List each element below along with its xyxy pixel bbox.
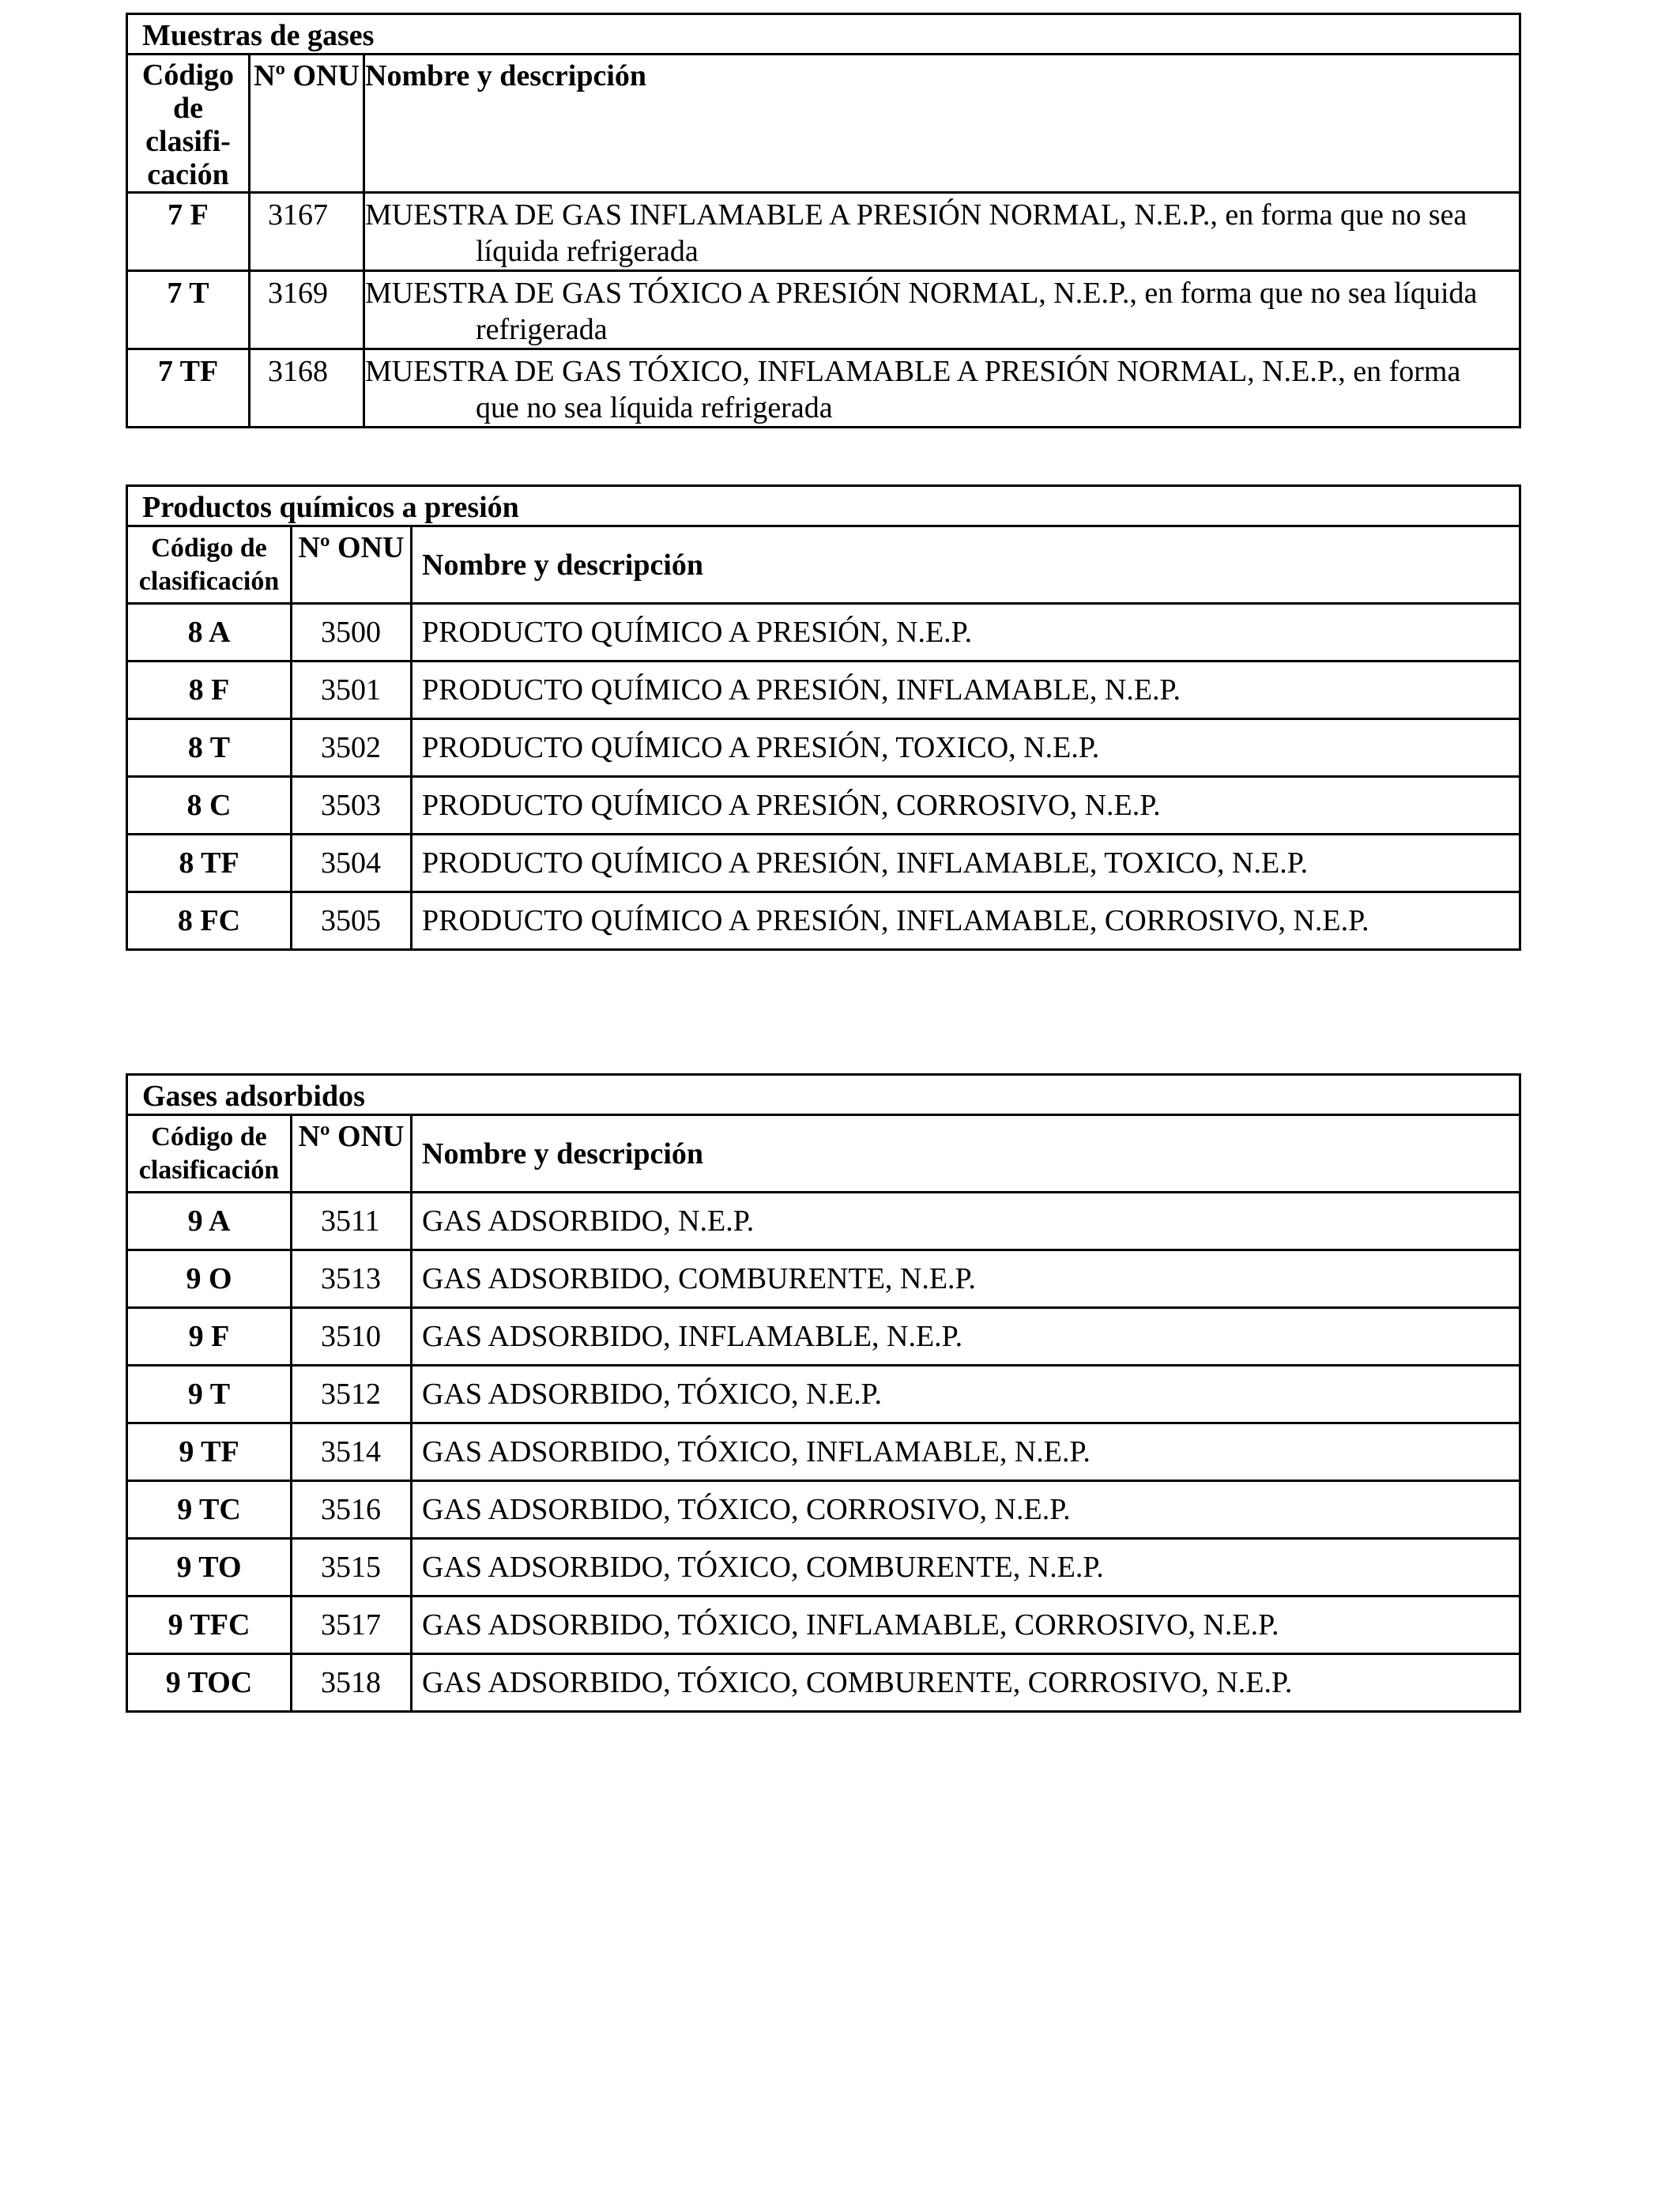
cell-onu: 3169 — [250, 271, 364, 349]
table-row — [127, 1366, 1520, 1423]
table-title: Muestras de gases — [127, 14, 1520, 55]
table-title: Gases adsorbidos — [127, 1075, 1520, 1115]
cell-code: 7 TF — [127, 349, 250, 428]
cell-onu: 3515 — [292, 1539, 412, 1596]
cell-code: 9 O — [127, 1250, 292, 1308]
table-row — [127, 271, 1520, 349]
header-row — [127, 1115, 1520, 1193]
header-onu: Nº ONU — [292, 526, 412, 604]
table-row — [127, 1250, 1520, 1308]
cell-name: GAS ADSORBIDO, TÓXICO, CORROSIVO, N.E.P. — [412, 1481, 1520, 1539]
cell-code: 7 F — [127, 193, 250, 271]
cell-onu: 3510 — [292, 1308, 412, 1366]
cell-onu: 3517 — [292, 1596, 412, 1654]
table-row — [127, 1654, 1520, 1712]
table-row — [127, 604, 1520, 662]
cell-name: PRODUCTO QUÍMICO A PRESIÓN, N.E.P. — [412, 604, 1520, 662]
cell-onu: 3514 — [292, 1423, 412, 1481]
cell-name: GAS ADSORBIDO, N.E.P. — [412, 1193, 1520, 1250]
table-gases-adsorbidos — [126, 1073, 1521, 1713]
header-onu: Nº ONU — [292, 1115, 412, 1193]
cell-onu: 3167 — [250, 193, 364, 271]
table-title-row — [127, 1075, 1520, 1115]
cell-onu: 3504 — [292, 835, 412, 892]
cell-onu: 3518 — [292, 1654, 412, 1712]
header-code: Código de clasificación — [127, 526, 292, 604]
cell-onu: 3505 — [292, 892, 412, 950]
cell-name: GAS ADSORBIDO, TÓXICO, COMBURENTE, N.E.P. — [412, 1539, 1520, 1596]
table-row — [127, 349, 1520, 428]
cell-name: PRODUCTO QUÍMICO A PRESIÓN, INFLAMABLE, TOXICO, N.E.P. — [412, 835, 1520, 892]
cell-onu: 3502 — [292, 719, 412, 777]
cell-code: 9 TFC — [127, 1596, 292, 1654]
table-row — [127, 1596, 1520, 1654]
cell-code: 8 TF — [127, 835, 292, 892]
cell-code: 9 TO — [127, 1539, 292, 1596]
cell-name: PRODUCTO QUÍMICO A PRESIÓN, INFLAMABLE, N.E.P. — [412, 662, 1520, 719]
table-row — [127, 1539, 1520, 1596]
cell-onu: 3503 — [292, 777, 412, 835]
cell-name: MUESTRA DE GAS TÓXICO A PRESIÓN NORMAL, N.E.P., en forma que no sea líquida refrigerada — [364, 271, 1520, 349]
header-row — [127, 55, 1520, 193]
cell-code: 8 T — [127, 719, 292, 777]
cell-code: 7 T — [127, 271, 250, 349]
table-row — [127, 719, 1520, 777]
cell-code: 8 FC — [127, 892, 292, 950]
cell-code: 9 TC — [127, 1481, 292, 1539]
table-row — [127, 1308, 1520, 1366]
table-title-row — [127, 486, 1520, 526]
cell-name: PRODUCTO QUÍMICO A PRESIÓN, INFLAMABLE, CORROSIVO, N.E.P. — [412, 892, 1520, 950]
cell-name: PRODUCTO QUÍMICO A PRESIÓN, CORROSIVO, N.E.P. — [412, 777, 1520, 835]
cell-code: 9 TF — [127, 1423, 292, 1481]
cell-code: 9 T — [127, 1366, 292, 1423]
cell-name: GAS ADSORBIDO, COMBURENTE, N.E.P. — [412, 1250, 1520, 1308]
table-row — [127, 1423, 1520, 1481]
table-row — [127, 662, 1520, 719]
header-code: Código de clasifi- cación — [127, 55, 250, 193]
cell-onu: 3516 — [292, 1481, 412, 1539]
cell-name: GAS ADSORBIDO, TÓXICO, INFLAMABLE, CORROSIVO, N.E.P. — [412, 1596, 1520, 1654]
header-name: Nombre y descripción — [364, 55, 1520, 193]
cell-onu: 3512 — [292, 1366, 412, 1423]
cell-name: GAS ADSORBIDO, TÓXICO, COMBURENTE, CORROSIVO, N.E.P. — [412, 1654, 1520, 1712]
cell-onu: 3511 — [292, 1193, 412, 1250]
table-row — [127, 892, 1520, 950]
header-name: Nombre y descripción — [412, 1115, 1520, 1193]
header-onu: Nº ONU — [250, 55, 364, 193]
table-title-row — [127, 14, 1520, 55]
table-muestras-de-gases — [126, 13, 1521, 428]
cell-code: 8 F — [127, 662, 292, 719]
cell-name: MUESTRA DE GAS INFLAMABLE A PRESIÓN NORMAL, N.E.P., en forma que no sea líquida refrigerada — [364, 193, 1520, 271]
table-title: Productos químicos a presión — [127, 486, 1520, 526]
table-row — [127, 1193, 1520, 1250]
cell-name: GAS ADSORBIDO, TÓXICO, INFLAMABLE, N.E.P. — [412, 1423, 1520, 1481]
cell-onu: 3168 — [250, 349, 364, 428]
cell-name: GAS ADSORBIDO, TÓXICO, N.E.P. — [412, 1366, 1520, 1423]
cell-code: 8 C — [127, 777, 292, 835]
header-name: Nombre y descripción — [412, 526, 1520, 604]
cell-onu: 3513 — [292, 1250, 412, 1308]
table-row — [127, 777, 1520, 835]
cell-onu: 3500 — [292, 604, 412, 662]
cell-code: 9 A — [127, 1193, 292, 1250]
table-row — [127, 835, 1520, 892]
cell-name: GAS ADSORBIDO, INFLAMABLE, N.E.P. — [412, 1308, 1520, 1366]
cell-name: PRODUCTO QUÍMICO A PRESIÓN, TOXICO, N.E.P. — [412, 719, 1520, 777]
table-row — [127, 193, 1520, 271]
header-row — [127, 526, 1520, 604]
cell-code: 9 F — [127, 1308, 292, 1366]
table-productos-quimicos — [126, 484, 1521, 951]
cell-code: 8 A — [127, 604, 292, 662]
cell-onu: 3501 — [292, 662, 412, 719]
table-row — [127, 1481, 1520, 1539]
cell-name: MUESTRA DE GAS TÓXICO, INFLAMABLE A PRESIÓN NORMAL, N.E.P., en forma que no sea líquida refrigerada — [364, 349, 1520, 428]
cell-code: 9 TOC — [127, 1654, 292, 1712]
header-code: Código de clasificación — [127, 1115, 292, 1193]
